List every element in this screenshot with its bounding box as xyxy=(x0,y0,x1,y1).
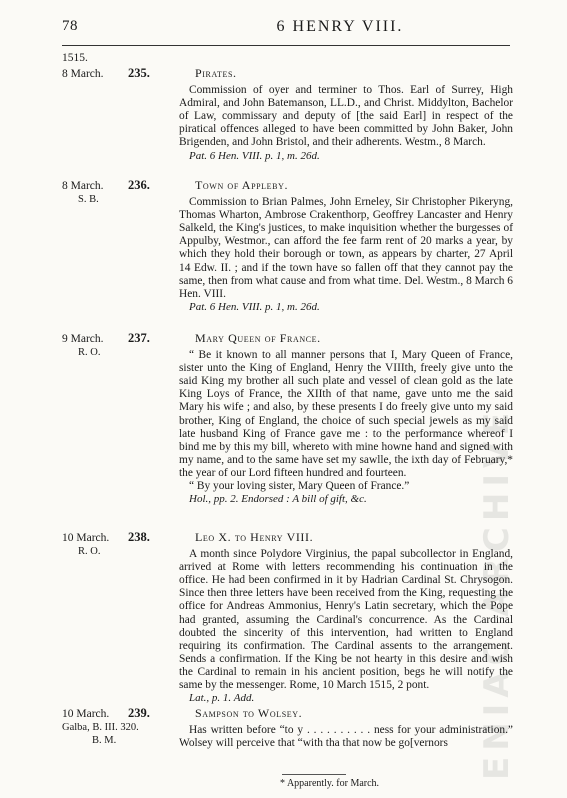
entry-body xyxy=(179,179,513,314)
entry-source-ref: Galba, B. III. 320. xyxy=(62,722,139,733)
entry-source-ref: R. O. xyxy=(78,347,101,358)
entry-paragraph: Has written before “to y . . . . . . . . . . ness for your administration.” Wolsey will perceive that “with tha that now be go[vernors xyxy=(179,724,513,750)
entry-paragraph: “ By your loving sister, Mary Queen of France.” xyxy=(189,480,410,493)
entry-number: 237. xyxy=(128,331,150,345)
entry-number: 235. xyxy=(128,66,150,80)
entry-date: 8 March. xyxy=(62,180,104,192)
entry-number: 236. xyxy=(128,178,150,192)
entry-margin xyxy=(62,707,174,747)
entry-title: Pirates. xyxy=(195,66,237,80)
entry-title: Sampson to Wolsey. xyxy=(195,706,303,720)
running-title: 6 HENRY VIII. xyxy=(276,18,404,35)
entry-date: 10 March. xyxy=(62,708,110,720)
entry-margin xyxy=(62,67,174,81)
citation-text: Pat. 6 Hen. VIII. p. 1, m. 26d. xyxy=(189,149,320,162)
citation-text: Lat., p. 1. Add. xyxy=(189,692,255,705)
entry-source-ref: S. B. xyxy=(78,194,99,205)
entry-paragraph: “ Be it known to all manner persons that I, Mary Queen of France, sister unto the King of England, Henry the VIIIth, freely give unto the said King my brother all such plate and vessel of clean gold as the late King Loys of France, the XIIth of that name, gave unto me the said Mary his wife ; and also, by these presents I do freely give unto my said brother, King of England, the choice of such special jewels as my said late husband King of France gave me : to the performance whereof I bind me by this my bill, whereto with mine howne hand and signed with my name, and to the same have set my sawlle, the ixth day of February,* the year of our Lord fifteen hundred and fourteen. xyxy=(179,349,513,479)
year-label: 1515. xyxy=(62,52,88,64)
footnote: * Apparently. for March. xyxy=(280,778,380,789)
entry-paragraph: A month since Polydore Virginius, the papal subcollector in England, arrived at Rome with letters recommending his continuation in the office. He had been confirmed in it by Hadrian Cardinal St. Chrysogon. Since then three letters have been received from the King, requesting the office for Andreas Ammonius, Henry's Latin secretary, which the Pope had granted, assuming the Cardinal's concurrence. As the Cardinal doubted the sincerity of this intervention, had written to England requiring its confirmation. The Cardinal assents to the arrangement. Sends a confirmation. If the King be not hearty in this desire and wish the Cardinal to remain in his ancient position, begs he will notify the same by the messenger. Rome, 10 March 1515, 2 pont. xyxy=(179,548,513,692)
page-header xyxy=(0,18,567,42)
entry-margin xyxy=(62,531,174,558)
entry-date: 10 March. xyxy=(62,532,110,544)
entry-date: 8 March. xyxy=(62,68,104,80)
header-rule xyxy=(62,45,510,46)
entry-title: Leo X. to Henry VIII. xyxy=(195,530,314,544)
citation-text: Hol., pp. 2. Endorsed : A bill of gift, &c. xyxy=(189,493,367,506)
footnote-rule xyxy=(282,774,346,775)
watermark-text: ENIAC ARCHIVE xyxy=(477,406,517,780)
entry-source-ref-secondary: B. M. xyxy=(92,735,117,746)
entry-margin xyxy=(62,179,174,206)
citation-text: Pat. 6 Hen. VIII. p. 1, m. 26d. xyxy=(189,300,320,313)
entry-body xyxy=(179,67,513,163)
entry-citation xyxy=(179,301,513,314)
entry-body xyxy=(179,332,513,506)
entry-citation xyxy=(179,493,513,506)
entry-title: Town of Appleby. xyxy=(195,178,289,192)
page-number: 78 xyxy=(62,18,78,34)
entry-number: 239. xyxy=(128,706,150,720)
entry-citation xyxy=(179,692,513,705)
entry-body xyxy=(179,531,513,705)
entry-paragraph: Commission to Brian Palmes, John Erneley, Sir Christopher Pikeryng, Thomas Wharton, Ambrose Crakenthorp, Geoffrey Lancaster and Henry Salkeld, the King's justices, to make inquisition whether the burgesses of Appulby, Westmor., can afford the fee farm rent of 20 marks a year, by which they hold their borough or town, as appears by charter, 27 April 14 Edw. II. ; and if the town have so fallen off that they cannot pay the same, then from what cause and from what time. Del. Westm., 8 March 6 Hen. VIII. xyxy=(179,196,513,300)
entry-number: 238. xyxy=(128,530,150,544)
entry-source-ref: R. O. xyxy=(78,546,101,557)
entry-date: 9 March. xyxy=(62,333,104,345)
entry-paragraph: Commission of oyer and terminer to Thos. Earl of Surrey, High Admiral, and John Batemanson, LL.D., and Christ. Middylton, Bachelor of Law, commissary and deputy of [the said Earl] in respect of the piratical offences alleged to have been committed by John Baker, John Brigenden, and John Bristol, and their adherents. Westm., 8 March. xyxy=(179,84,513,149)
entry-citation xyxy=(179,150,513,163)
entry-margin xyxy=(62,332,174,359)
entry-title: Mary Queen of France. xyxy=(195,331,321,345)
entry-body xyxy=(179,707,513,750)
